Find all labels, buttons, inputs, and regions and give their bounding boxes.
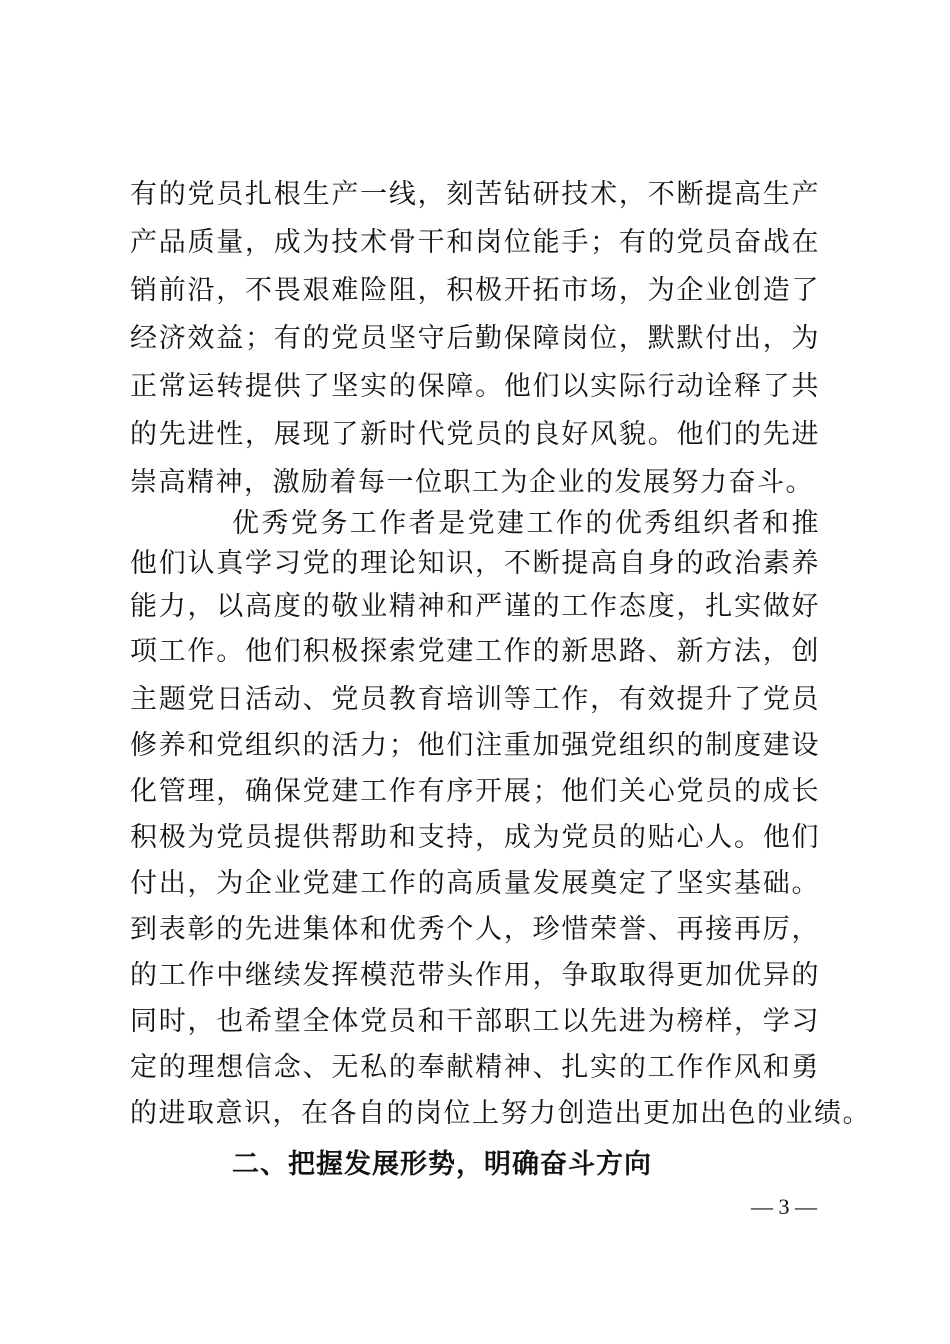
text-line: 产品质量，成为技术骨干和岗位能手；有的党员奋战在 (130, 227, 820, 258)
text-line: 修养和党组织的活力；他们注重加强党组织的制度建设 (130, 730, 820, 761)
text-line: 销前沿，不畏艰难险阻，积极开拓市场，为企业创造了 (130, 275, 820, 306)
text-line: 的工作中继续发挥模范带头作用，争取取得更加优异的 (130, 960, 820, 991)
text-line: 主题党日活动、党员教育培训等工作，有效提升了党员 (130, 684, 820, 715)
page-number: — 3 — (751, 1194, 817, 1219)
text-line: 能力，以高度的敬业精神和严谨的工作态度，扎实做好 (130, 591, 820, 622)
text-line: 正常运转提供了坚实的保障。他们以实际行动诠释了共 (130, 371, 820, 402)
text-line: 到表彰的先进集体和优秀个人，珍惜荣誉、再接再厉， (130, 914, 820, 945)
section-heading: 二、把握发展形势，明确奋斗方向 (232, 1149, 652, 1180)
text-line: 项工作。他们积极探索党建工作的新思路、新方法，创 (130, 636, 820, 667)
text-line: 有的党员扎根生产一线，刻苦钻研技术，不断提高生产 (130, 179, 820, 210)
text-line: 化管理，确保党建工作有序开展；他们关心党员的成长 (130, 776, 820, 807)
text-line: 他们认真学习党的理论知识，不断提高自身的政治素养 (130, 548, 820, 579)
text-line: 的进取意识，在各自的岗位上努力创造出更加出色的业绩。 (130, 1098, 871, 1129)
text-line: 付出，为企业党建工作的高质量发展奠定了坚实基础。 (130, 868, 820, 899)
text-line: 经济效益；有的党员坚守后勤保障岗位，默默付出，为 (130, 323, 820, 354)
text-line: 定的理想信念、无私的奉献精神、扎实的工作作风和勇 (130, 1052, 820, 1083)
text-line: 同时，也希望全体党员和干部职工以先进为榜样，学习 (130, 1006, 820, 1037)
text-line: 崇高精神，激励着每一位职工为企业的发展努力奋斗。 (130, 467, 814, 498)
text-line: 优秀党务工作者是党建工作的优秀组织者和推 (232, 508, 820, 539)
text-line: 积极为党员提供帮助和支持，成为党员的贴心人。他们 (130, 822, 820, 853)
text-line: 的先进性，展现了新时代党员的良好风貌。他们的先进 (130, 419, 820, 450)
